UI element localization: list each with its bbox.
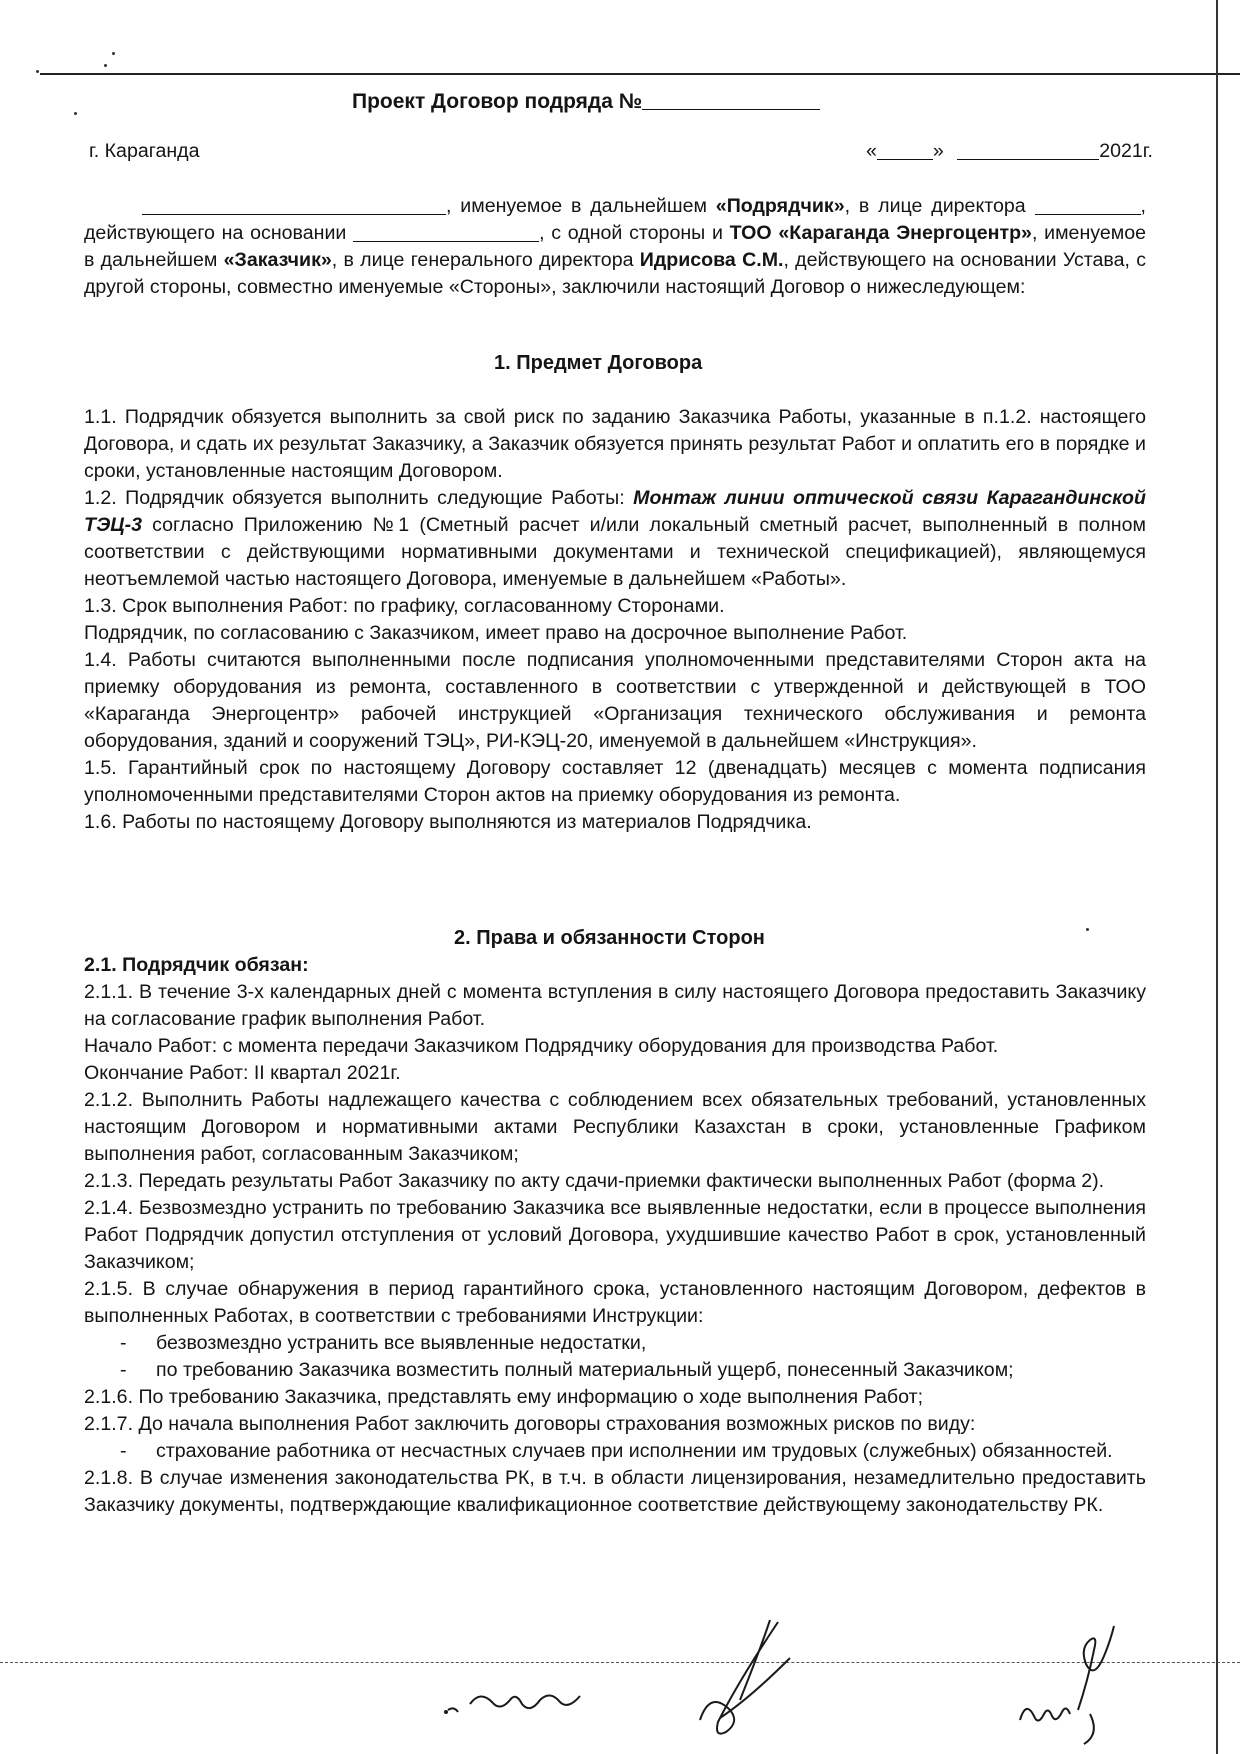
title-text: Проект Договор подряда № (352, 90, 643, 113)
list-item (84, 1357, 1146, 1384)
scan-speck (112, 52, 115, 55)
section-2-body (84, 952, 1146, 1519)
clause-2-1-1: 2.1.1. В течение 3-х календарных дней с момента вступления в силу настоящего Договора предоставить Заказчику на согласование график выполнения Работ. (84, 981, 1146, 1030)
clause-2-1-5-list (84, 1330, 1146, 1384)
clause-2-1-7: 2.1.7. До начала выполнения Работ заключить договоры страхования возможных рисков по виду: (84, 1413, 976, 1435)
list-item-text: по требованию Заказчика возместить полный материальный ущерб, понесенный Заказчиком; (156, 1359, 1014, 1381)
clause-2-1-4: 2.1.4. Безвозмездно устранить по требованию Заказчика все выявленные недостатки, если в процессе выполнения Работ Подрядчик допустил отступления от условий Договора, ухудшившие качество Работ в срок, установленный Заказчиком; (84, 1197, 1146, 1273)
customer-company: ТОО «Караганда Энергоцентр» (729, 222, 1032, 244)
preamble-text: , в лице директора (844, 195, 1035, 217)
section-1-body (84, 404, 1146, 836)
work-title: Монтаж линии оптической связи Карагандинской ТЭЦ-3 (84, 487, 1146, 536)
right-margin-rule (1216, 0, 1218, 1754)
contractor-name-blank (142, 196, 446, 215)
scan-speck (36, 70, 39, 73)
work-start: Начало Работ: с момента передачи Заказчиком Подрядчику оборудования для производства Работ. (84, 1035, 999, 1057)
subsection-2-1: 2.1. Подрядчик обязан: (84, 954, 309, 976)
signature-3 (1000, 1610, 1140, 1750)
preamble (84, 193, 1146, 301)
basis-blank (353, 223, 539, 242)
signature-1 (440, 1680, 610, 1730)
clause-1-2 (84, 485, 1146, 593)
clause-2-1-8: 2.1.8. В случае изменения законодательства РК, в т.ч. в области лицензирования, незамедлительно предоставить Заказчику документы, подтверждающие квалификационное соответствие действующему законодательству РК. (84, 1467, 1146, 1516)
clause-1-3-note: Подрядчик, по согласованию с Заказчиком, имеет право на досрочное выполнение Работ. (84, 622, 908, 644)
list-item-text: безвозмездно устранить все выявленные недостатки, (156, 1332, 647, 1354)
work-end: Окончание Работ: II квартал 2021г. (84, 1062, 401, 1084)
day-blank (877, 141, 933, 160)
preamble-text: , именуемое в дальнейшем (84, 222, 1147, 271)
scan-speck (74, 112, 77, 115)
clause-2-1-5: 2.1.5. В случае обнаружения в период гарантийного срока, установленного настоящим Договором, дефектов в выполненных Работах, в соответствии с требованиями Инструкции: (84, 1278, 1146, 1327)
document-title (352, 88, 820, 115)
clause-1-5: 1.5. Гарантийный срок по настоящему Договору составляет 12 (двенадцать) месяцев с момента подписания уполномоченными представителями Сторон актов на приемку оборудования из ремонта. (84, 757, 1146, 806)
city: г. Караганда (89, 140, 200, 162)
clause-2-1-6: 2.1.6. По требованию Заказчика, представлять ему информацию о ходе выполнения Работ; (84, 1386, 924, 1408)
preamble-text: , с одной стороны и (539, 222, 730, 244)
month-blank (957, 141, 1099, 160)
clause-2-1-2: 2.1.2. Выполнить Работы надлежащего качества с соблюдением всех обязательных требований, установленных настоящим Договором и нормативными актами Республики Казахстан в сроки, установленные Графиком выполнения работ, согласованным Заказчиком; (84, 1089, 1146, 1165)
clause-text: согласно Приложению №1 (Сметный расчет и/или локальный сметный расчет, выполненный в полном соответствии с действующими нормативными документами и технической спецификацией), являющемуся неотъемлемой частью настоящего Договора, именуемые в дальнейшем «Работы». (84, 514, 1146, 590)
top-rule (40, 73, 1240, 75)
clause-2-1-7-list (84, 1438, 1146, 1465)
clause-2-1-3: 2.1.3. Передать результаты Работ Заказчику по акту сдачи-приемки фактически выполненных Работ (форма 2). (84, 1170, 1105, 1192)
list-item (84, 1438, 1146, 1465)
preamble-text: , в лице генерального директора (331, 249, 640, 271)
preamble-text: , действующего на основании Устава, с другой стороны, совместно именуемые «Стороны», заключили настоящий Договор о нижеследующем: (84, 249, 1146, 298)
preamble-text: , действующего на основании (84, 195, 1146, 244)
date-year: 2021г. (1099, 140, 1153, 162)
contractor-term: «Подрядчик» (715, 195, 845, 217)
signature-2 (680, 1600, 830, 1750)
date-quote-close: » (932, 140, 944, 162)
scan-speck (104, 64, 107, 67)
clause-1-4: 1.4. Работы считаются выполненными после подписания уполномоченными представителями Сторон акта на приемку оборудования из ремонта, составленного в соответствии с утвержденной и действующей в ТОО «Караганда Энергоцентр» рабочей инструкцией «Организация технического обслуживания и ремонта оборудования, зданий и сооружений ТЭЦ», РИ-КЭЦ-20, именуемой в дальнейшем «Инструкция». (84, 649, 1146, 752)
clause-1-3: 1.3. Срок выполнения Работ: по графику, согласованному Сторонами. (84, 595, 725, 617)
contract-date (866, 138, 1153, 165)
scan-speck (1086, 928, 1089, 931)
customer-term: «Заказчик» (223, 249, 332, 271)
clause-1-6: 1.6. Работы по настоящему Договору выполняются из материалов Подрядчика. (84, 811, 812, 833)
director-name-blank (1035, 196, 1141, 215)
bullet-dash: - (120, 1332, 127, 1354)
list-item-text: страхование работника от несчастных случаев при исполнении им трудовых (служебных) обязанностей. (156, 1440, 1113, 1462)
clause-text: 1.2. Подрядчик обязуется выполнить следующие Работы: (84, 487, 634, 509)
bullet-dash: - (120, 1359, 127, 1381)
section-2-heading: 2. Права и обязанности Сторон (454, 927, 765, 949)
preamble-text: , именуемое в дальнейшем (446, 195, 716, 217)
clause-1-1: 1.1. Подрядчик обязуется выполнить за свой риск по заданию Заказчика Работы, указанные в п.1.2. настоящего Договора, и сдать их результат Заказчику, а Заказчик обязуется принять результат Работ и оплатить его в порядке и сроки, установленные настоящим Договором. (84, 406, 1146, 482)
date-quote-open: « (865, 140, 877, 162)
bullet-dash: - (120, 1440, 127, 1462)
list-item (84, 1330, 1146, 1357)
director-name: Идрисова С.М. (639, 249, 784, 271)
contract-number-blank (642, 89, 820, 110)
section-1-heading: 1. Предмет Договора (494, 352, 703, 374)
